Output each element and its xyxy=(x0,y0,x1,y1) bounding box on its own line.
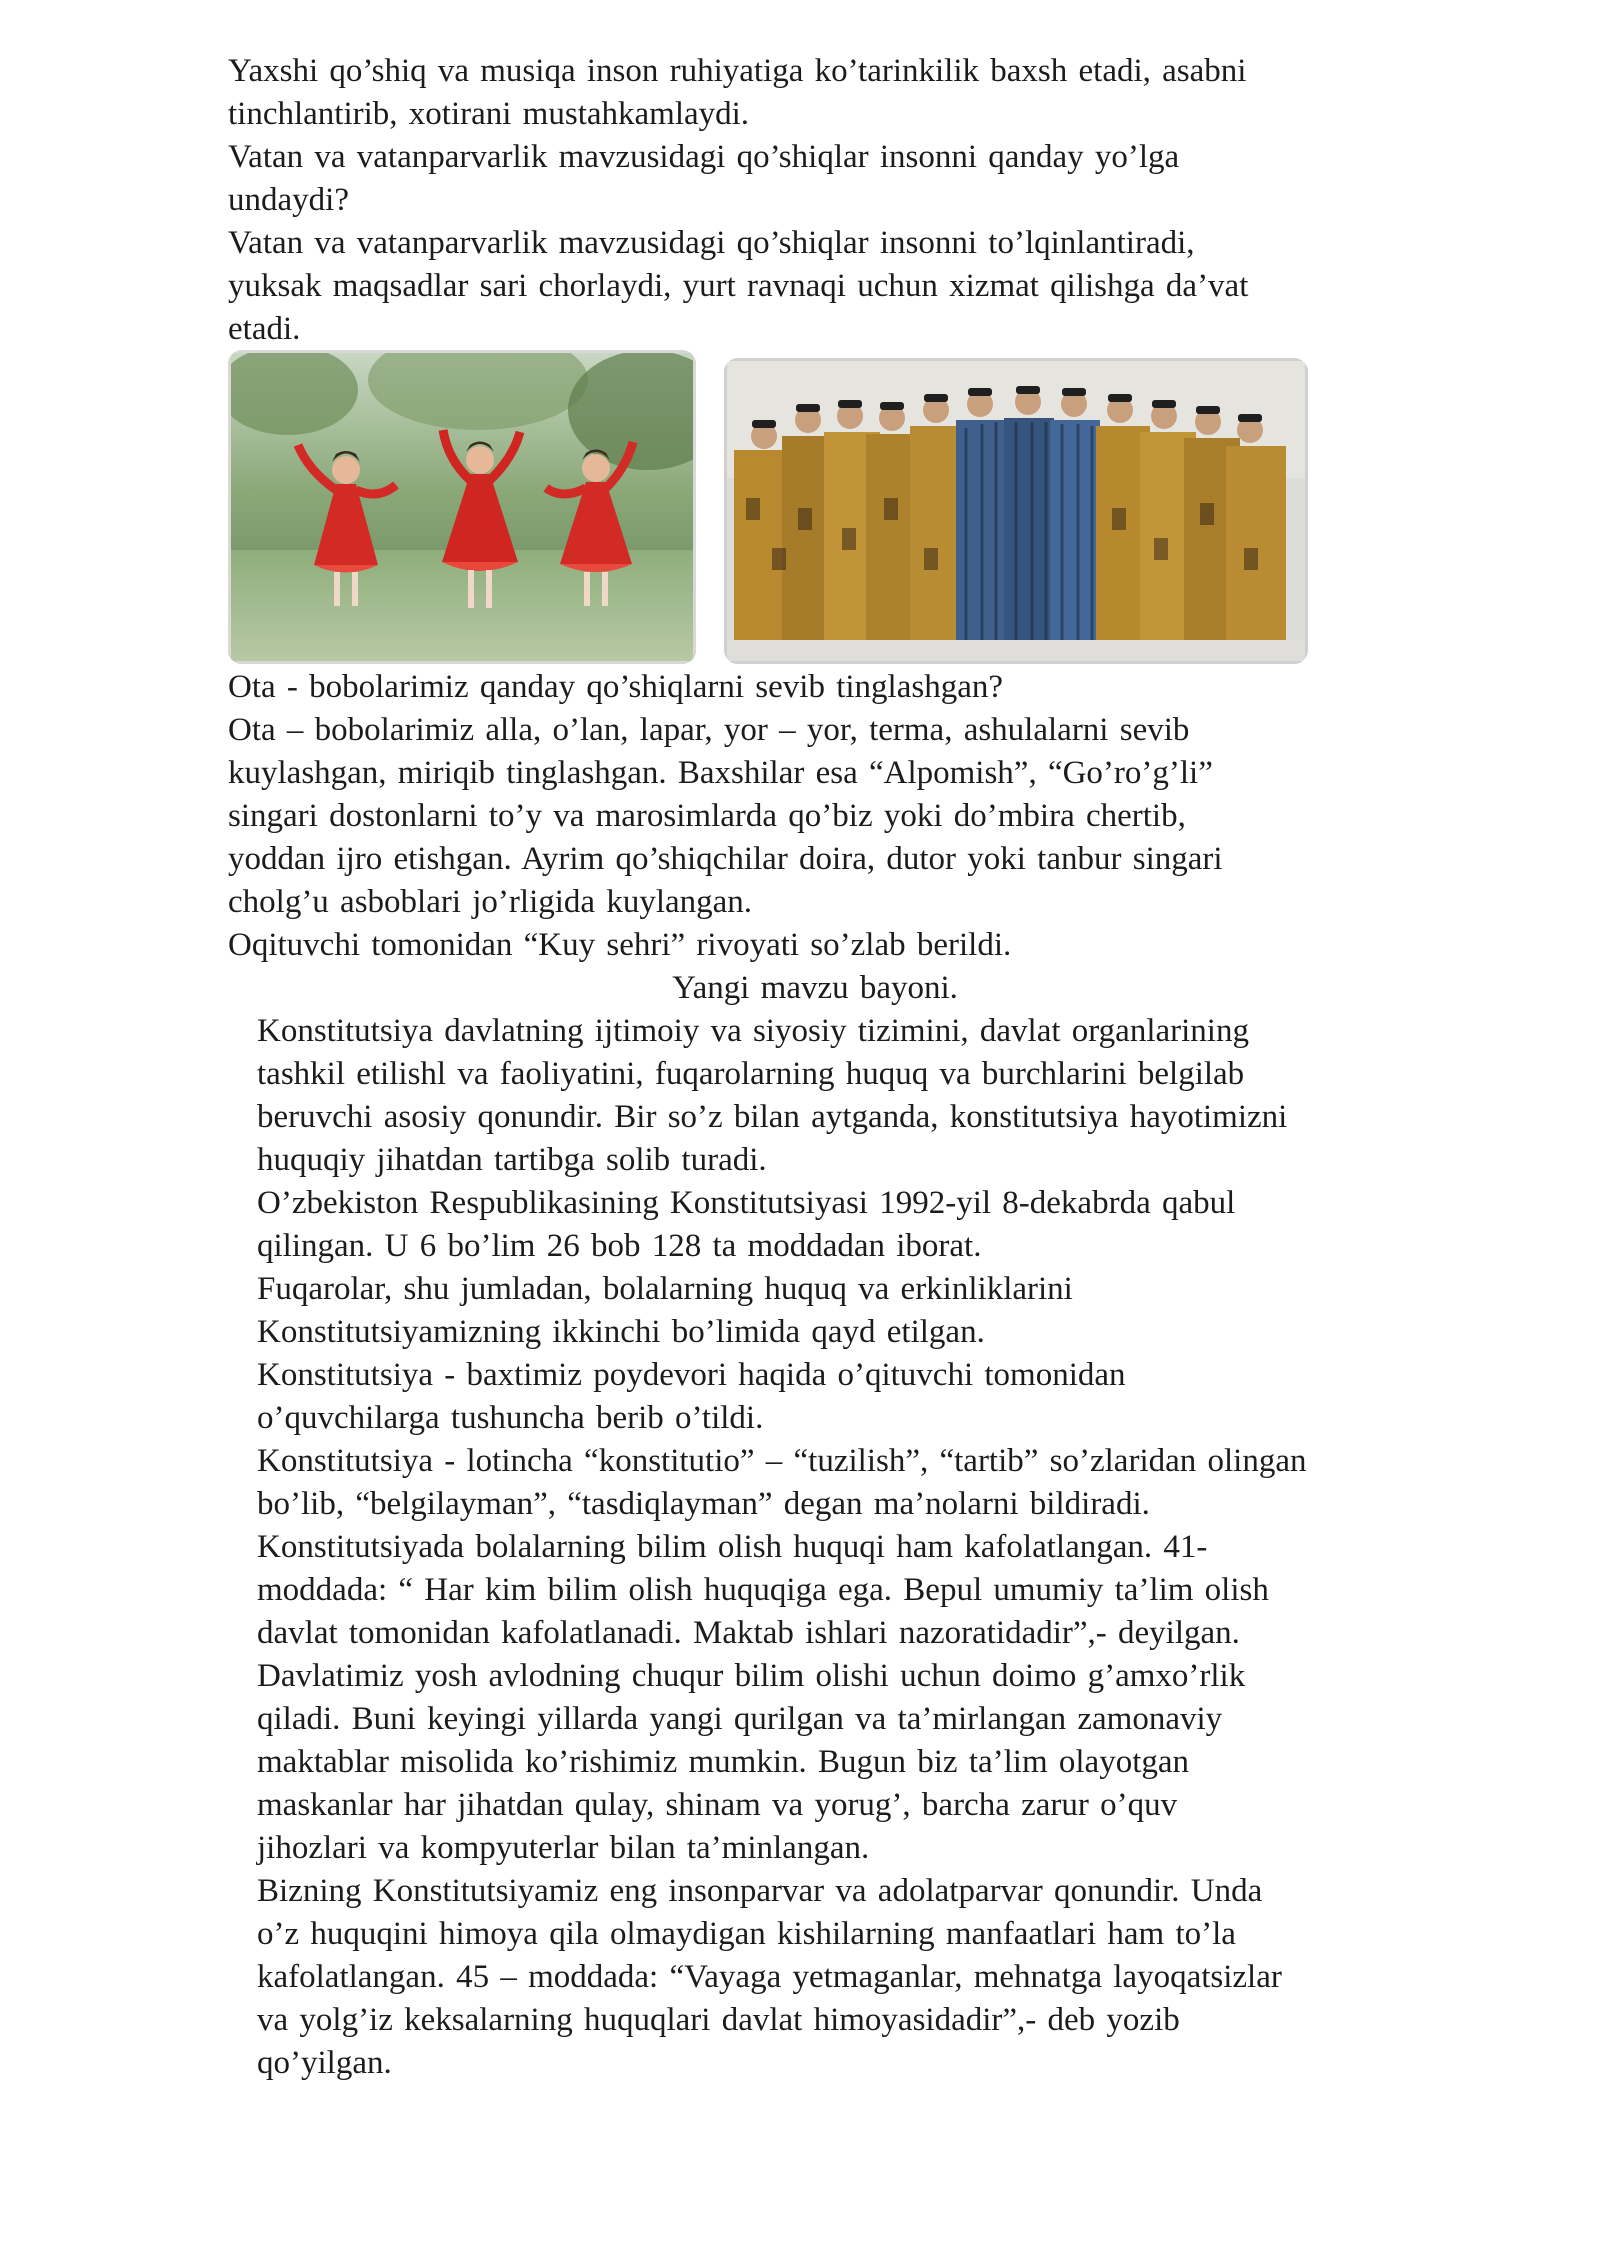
text-line: bo’lib, “belgilayman”, “tasdiqlayman” degan ma’nolarni bildiradi. xyxy=(257,1486,1150,1522)
text-line: etadi. xyxy=(228,311,301,347)
text-line: Ota - bobolarimiz qanday qo’shiqlarni sevib tinglashgan? xyxy=(228,669,1003,705)
text-line: yuksak maqsadlar sari chorlaydi, yurt ravnaqi uchun xizmat qilishga da’vat xyxy=(228,268,1249,304)
text-line: singari dostonlarni to’y va marosimlarda qo’biz yoki do’mbira chertib, xyxy=(228,798,1186,834)
text-line: Fuqarolar, shu jumladan, bolalarning huquq va erkinliklarini xyxy=(257,1271,1073,1307)
text-line: cholg’u asboblari jo’rligida kuylangan. xyxy=(228,884,753,920)
text-line: Bizning Konstitutsiyamiz eng insonparvar va adolatparvar qonundir. Unda xyxy=(257,1873,1263,1909)
text-line: yoddan ijro etishgan. Ayrim qo’shiqchilar doira, dutor yoki tanbur singari xyxy=(228,841,1223,877)
text-line: qo’yilgan. xyxy=(257,2045,392,2081)
text-line: qilingan. U 6 bo’lim 26 bob 128 ta moddadan iborat. xyxy=(257,1228,982,1264)
dancers-photo xyxy=(228,350,696,664)
main-paragraphs xyxy=(257,1010,1497,2085)
text-line: davlat tomonidan kafolatlanadi. Maktab ishlari nazoratidadir”,- deyilgan. xyxy=(257,1615,1240,1651)
text-line: jihozlari va kompyuterlar bilan ta’minlangan. xyxy=(257,1830,870,1866)
text-line: Davlatimiz yosh avlodning chuqur bilim olishi uchun doimo g’amxo’rlik xyxy=(257,1658,1246,1694)
text-line: Ota – bobolarimiz alla, o’lan, lapar, yor – yor, terma, ashulalarni sevib xyxy=(228,712,1190,748)
text-line: tinchlantirib, xotirani mustahkamlaydi. xyxy=(228,96,750,132)
text-line: huquqiy jihatdan tartibga solib turadi. xyxy=(257,1142,767,1178)
text-line: Konstitutsiyamizning ikkinchi bo’limida qayd etilgan. xyxy=(257,1314,985,1350)
text-line: beruvchi asosiy qonundir. Bir so’z bilan aytganda, konstitutsiya hayotimizni xyxy=(257,1099,1288,1135)
text-line: Konstitutsiya - lotincha “konstitutio” – “tuzilish”, “tartib” so’zlaridan olingan xyxy=(257,1443,1307,1479)
text-line: Oqituvchi tomonidan “Kuy sehri” rivoyati so’zlab berildi. xyxy=(228,927,1012,963)
text-line: maskanlar har jihatdan qulay, shinam va yorug’, barcha zarur o’quv xyxy=(257,1787,1178,1823)
text-line: o’quvchilarga tushuncha berib o’tildi. xyxy=(257,1400,764,1436)
section-title xyxy=(0,967,1600,1010)
text-line: Konstitutsiyada bolalarning bilim olish huquqi ham kafolatlangan. 41- xyxy=(257,1529,1208,1565)
text-line: Konstitutsiya davlatning ijtimoiy va siyosiy tizimini, davlat organlarining xyxy=(257,1013,1249,1049)
text-line: O’zbekiston Respublikasining Konstitutsiyasi 1992-yil 8-dekabrda qabul xyxy=(257,1185,1236,1221)
text-line: kafolatlangan. 45 – moddada: “Vayaga yetmaganlar, mehnatga layoqatsizlar xyxy=(257,1959,1282,1995)
text-line: maktablar misolida ko’rishimiz mumkin. Bugun biz ta’lim olayotgan xyxy=(257,1744,1190,1780)
text-line: Konstitutsiya - baxtimiz poydevori haqida o’qituvchi tomonidan xyxy=(257,1357,1126,1393)
text-line: moddada: “ Har kim bilim olish huquqiga ega. Bepul umumiy ta’lim olish xyxy=(257,1572,1269,1608)
text-line: kuylashgan, miriqib tinglashgan. Baxshilar esa “Alpomish”, “Go’ro’g’li” xyxy=(228,755,1213,791)
text-line: tashkil etilishl va faoliyatini, fuqarolarning huquq va burchlarini belgilab xyxy=(257,1056,1245,1092)
text-line: Yaxshi qo’shiq va musiqa inson ruhiyatiga ko’tarinkilik baxsh etadi, asabni xyxy=(228,53,1247,89)
text-line: Vatan va vatanparvarlik mavzusidagi qo’shiqlar insonni to’lqinlantiradi, xyxy=(228,225,1195,261)
text-line: o’z huquqini himoya qila olmaydigan kishilarning manfaatlari ham to’la xyxy=(257,1916,1236,1952)
text-line: va yolg’iz keksalarning huquqlari davlat himoyasidadir”,- deb yozib xyxy=(257,2002,1180,2038)
text-line: Vatan va vatanparvarlik mavzusidagi qo’shiqlar insonni qanday yo’lga xyxy=(228,139,1180,175)
text-line: undaydi? xyxy=(228,182,349,218)
intro-paragraphs xyxy=(228,50,1468,351)
choir-photo xyxy=(724,358,1308,664)
question-paragraphs xyxy=(228,666,1468,967)
dancers-photo-illustration xyxy=(228,350,696,664)
choir-photo-illustration xyxy=(724,358,1308,664)
text-line: qiladi. Buni keyingi yillarda yangi qurilgan va ta’mirlangan zamonaviy xyxy=(257,1701,1223,1737)
section-title-text: Yangi mavzu bayoni. xyxy=(672,970,958,1006)
